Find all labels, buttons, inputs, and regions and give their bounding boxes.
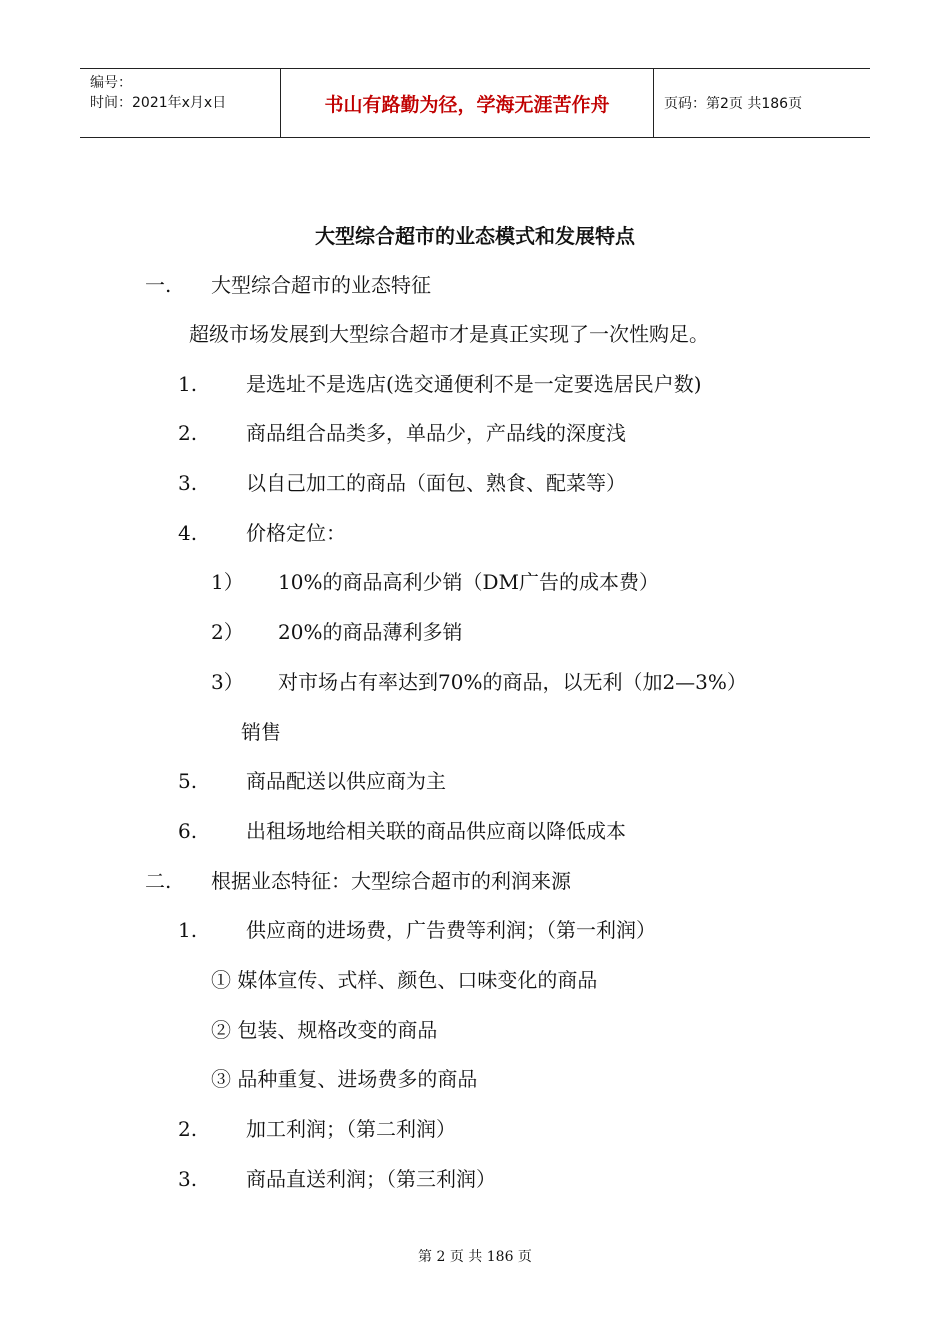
circled-item-3: ③ 品种重复、进场费多的商品 [211, 1067, 478, 1091]
header-number: 编号： [90, 75, 132, 91]
list-item-1-4: 4. 价格定位： [178, 521, 346, 545]
section-1-heading: 一. 大型综合超市的业态特征 [145, 273, 431, 297]
header-time: 时间：2021年x月x日 [90, 95, 227, 111]
circled-item-1: ① 媒体宣传、式样、颜色、口味变化的商品 [211, 968, 598, 992]
price-item-3-continued: 销售 [241, 720, 281, 744]
list-item-1-5: 5. 商品配送以供应商为主 [178, 769, 446, 793]
list-item-2-2: 2. 加工利润；（第二利润） [178, 1117, 456, 1141]
list-item-1-3: 3. 以自己加工的商品（面包、熟食、配菜等） [178, 471, 626, 495]
list-item-2-1: 1. 供应商的进场费，广告费等利润；（第一利润） [178, 918, 656, 942]
list-item-1-2: 2. 商品组合品类多，单品少，产品线的深度浅 [178, 421, 626, 445]
document-title: 大型综合超市的业态模式和发展特点 [315, 224, 635, 248]
section-2-heading: 二. 根据业态特征：大型综合超市的利润来源 [145, 869, 571, 893]
price-item-1: 1） 10%的商品高利少销（DM广告的成本费） [211, 570, 659, 594]
list-item-1-1: 1. 是选址不是选店(选交通便利不是一定要选居民户数) [178, 372, 702, 396]
list-item-2-3: 3. 商品直送利润；（第三利润） [178, 1167, 496, 1191]
intro-paragraph: 超级市场发展到大型综合超市才是真正实现了一次性购足。 [189, 322, 709, 346]
circled-item-2: ② 包装、规格改变的商品 [211, 1018, 438, 1042]
price-item-2: 2） 20%的商品薄利多销 [211, 620, 463, 644]
header-meta [80, 69, 281, 137]
page-header [80, 68, 870, 138]
header-motto: 书山有路勤为径，学海无涯苦作舟 [281, 69, 654, 137]
price-item-3: 3） 对市场占有率达到70%的商品，以无利（加2—3%） [211, 670, 747, 694]
page-footer: 第 2 页 共 186 页 [418, 1249, 532, 1265]
list-item-1-6: 6. 出租场地给相关联的商品供应商以降低成本 [178, 819, 626, 843]
header-page-info: 页码：第2页 共186页 [664, 96, 803, 112]
